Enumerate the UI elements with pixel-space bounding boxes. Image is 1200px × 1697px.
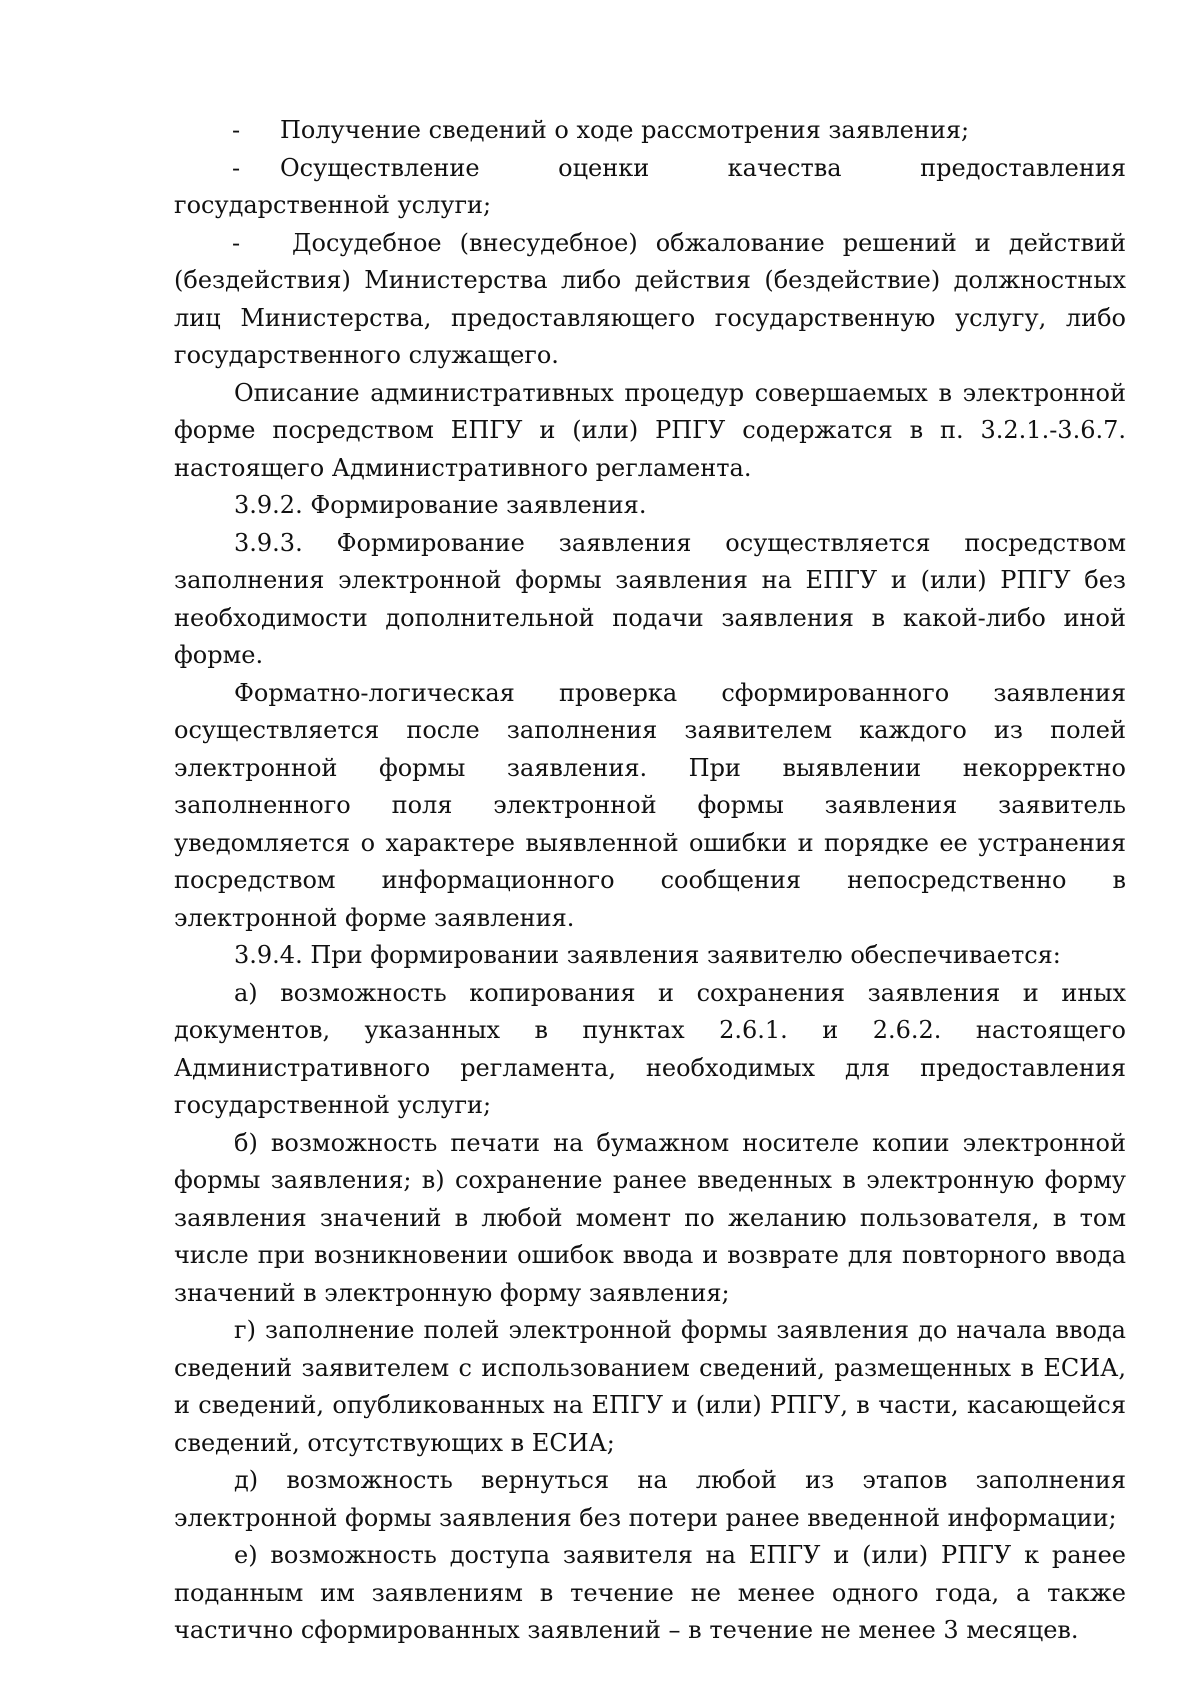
- paragraph-3-9-3: 3.9.3. Формирование заявления осуществляется посредством заполнения электронной формы заявления на ЕПГУ и (или) РПГУ без необходимости дополнительной подачи заявления в какой-либо иной форме.: [174, 528, 1126, 669]
- dash-marker: -: [232, 116, 241, 144]
- paragraph-item-a: а) возможность копирования и сохранения заявления и иных документов, указанных в пунктах 2.6.1. и 2.6.2. настоящего Административного регламента, необходимых для предоставления государственной услуги;: [174, 978, 1126, 1119]
- paragraph-format-check: Форматно-логическая проверка сформированного заявления осуществляется после заполнения заявителем каждого из полей электронной формы заявления. При выявлении некорректно заполненного поля электронной формы заявления заявитель уведомляется о характере выявленной ошибки и порядке ее устранения посредством информационного сообщения непосредственно в электронной форме заявления.: [174, 678, 1126, 932]
- dash-marker: -: [232, 228, 241, 257]
- paragraph-bullet-2: [174, 150, 1126, 225]
- paragraph-item-d: д) возможность вернуться на любой из этапов заполнения электронной формы заявления без потери ранее введенной информации;: [174, 1466, 1126, 1532]
- paragraph-item-e: е) возможность доступа заявителя на ЕПГУ и (или) РПГУ к ранее поданным им заявлениям в течение не менее одного года, а также частично сформированных заявлений – в течение не менее 3 месяцев.: [174, 1541, 1126, 1644]
- paragraph-3-9-4: 3.9.4. При формировании заявления заявителю обеспечивается:: [234, 941, 1061, 969]
- paragraph-text: Осуществление оценки качества предоставления государственной услуги;: [174, 153, 1126, 219]
- paragraph-item-g: г) заполнение полей электронной формы заявления до начала ввода сведений заявителем с использованием сведений, размещенных в ЕСИА, и сведений, опубликованных на ЕПГУ и (или) РПГУ, в части, касающейся сведений, отсутствующих в ЕСИА;: [174, 1316, 1126, 1457]
- dash-marker: -: [232, 153, 241, 182]
- paragraph-item-b: б) возможность печати на бумажном носителе копии электронной формы заявления; в) сохранение ранее введенных в электронную форму заявления значений в любой момент по желанию пользователя, в том числе при возникновении ошибок ввода и возврате для повторного ввода значений в электронную форму заявления;: [174, 1128, 1126, 1307]
- paragraph-text: Досудебное (внесудебное) обжалование решений и действий (бездействия) Министерства либо действия (бездействие) должностных лиц Министерства, предоставляющего государственную услугу, либо государственного служащего.: [174, 228, 1126, 369]
- paragraph-bullet-1: [174, 112, 1126, 150]
- paragraph-procedures-description: Описание административных процедур совершаемых в электронной форме посредством ЕПГУ и (или) РПГУ содержатся в п. 3.2.1.-3.6.7. настоящего Административного регламента.: [174, 378, 1126, 482]
- paragraph-bullet-3: [174, 225, 1126, 375]
- paragraph-text: Получение сведений о ходе рассмотрения заявления;: [280, 116, 970, 144]
- document-body: [174, 112, 1126, 1650]
- paragraph-3-9-2: 3.9.2. Формирование заявления.: [234, 491, 647, 519]
